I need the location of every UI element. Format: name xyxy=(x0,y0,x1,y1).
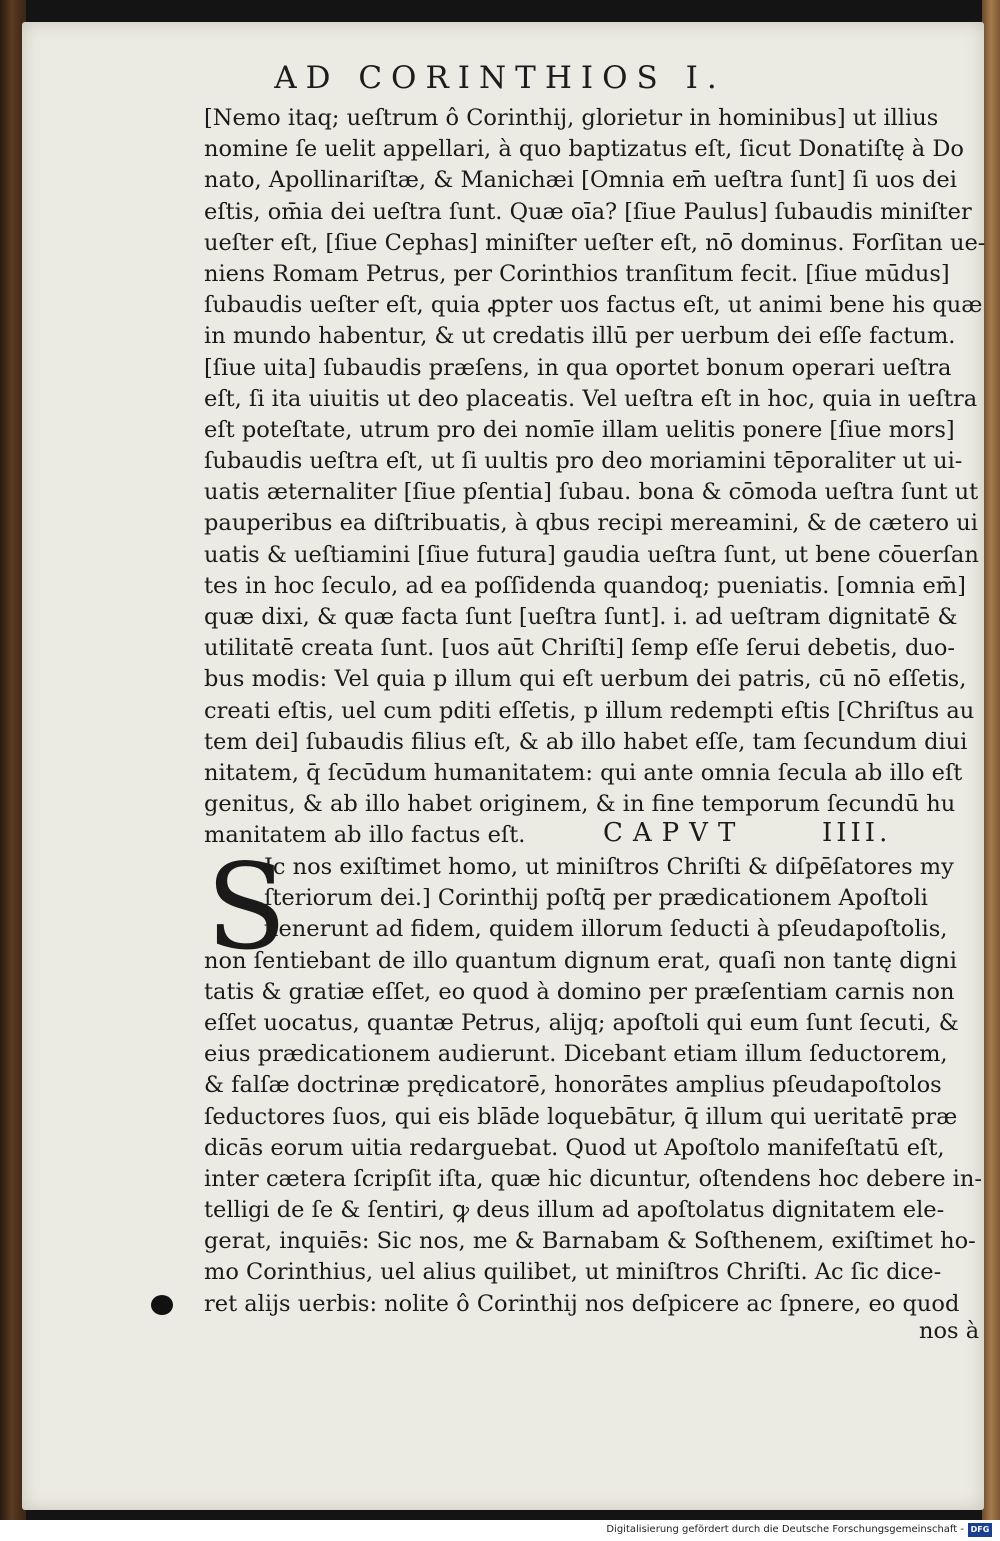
text-line: ſeductores ſuos, qui eis blāde loquebātur, q̄ illum qui ueritatē præ xyxy=(204,1103,958,1130)
text-line: quæ dixi, & quæ facta ſunt [ueſtra ſunt]. i. ad ueſtram dignitatē & xyxy=(204,604,958,630)
text-line: genitus, & ab illo habet originem, & in fine temporum ſecundū hu xyxy=(204,791,956,818)
text-line: gerat, inquiēs: Sic nos, me & Barnabam & Soſthenem, exiſtimet ho- xyxy=(204,1228,976,1255)
text-block-after-chapter xyxy=(204,838,986,1320)
text-line: nitatem, q̄ ſecūdum humanitatem: qui ante omnia ſecula ab illo eſt xyxy=(204,759,963,786)
text-line: nato, Apollinariſtæ, & Manichæi [Omnia em̄ ueſtra ſunt] ſi uos dei xyxy=(204,167,957,194)
text-line: nomine ſe uelit appellari, à quo baptizatus eſt, ſicut Donatiſtę à Do xyxy=(204,136,964,163)
text-line: ueſter eſt, [ſiue Cephas] miniſter ueſter eſt, nō dominus. Forſitan ue- xyxy=(204,229,986,256)
text-line: eius prædicationem audierunt. Dicebant etiam illum ſeductorem, xyxy=(204,1041,948,1068)
text-line: utilitatē creata ſunt. [uos aūt Chriſti] ſemp eſſe ſerui debetis, duo- xyxy=(204,635,955,662)
text-line: bus modis: Vel quia p illum qui eſt uerbum dei patris, cū nō eſſetis, xyxy=(204,666,967,693)
text-line: ret alijs uerbis: nolite ô Corinthij nos deſpicere ac ſpnere, eo quod xyxy=(204,1290,960,1317)
text-line: creati eſtis, uel cum pditi eſſetis, p illum redempti eſtis [Chriſtus au xyxy=(204,697,975,724)
text-line: & falſæ doctrinæ prędicatorē, honorātes amplius pſeudapoſtolos xyxy=(204,1072,942,1099)
text-line: Ic nos exiſtimet homo, ut miniſtros Chriſti & diſpēſatores my xyxy=(264,854,954,880)
text-line: telligi de ſe & ſentiri, ꝙ deus illum ad apoſtolatus dignitatem ele- xyxy=(204,1197,945,1224)
text-line: [ſiue uita] ſubaudis præſens, in qua oportet bonum operari ueſtra xyxy=(204,354,952,381)
chapter-label: CAPVT xyxy=(603,818,746,848)
text-line: eſſet uocatus, quantæ Petrus, alijq; apoſtoli qui eum ſunt ſecuti, & xyxy=(204,1009,959,1036)
text-line: ſubaudis ueſtra eſt, ut ſi uultis pro deo moriamini tēporaliter ut ui- xyxy=(204,448,963,475)
text-line: ſteriorum dei.] Corinthij poſtq̄ per prædicationem Apoſtoli xyxy=(264,885,928,912)
text-line: uatis & ueſtiamini [ſiue futura] gaudia ueſtra ſunt, ut bene cōuerſan xyxy=(204,541,979,568)
text-line: niens Romam Petrus, per Corinthios tranſitum fecit. [ſiue mūdus] xyxy=(204,260,950,287)
dfg-logo: DFG xyxy=(968,1523,992,1537)
body-text xyxy=(204,103,986,852)
text-line: tes in hoc ſeculo, ad ea poſſidenda quandoq; pueniatis. [omnia em̄] xyxy=(204,572,966,599)
text-line: uenerunt ad fidem, quidem illorum ſeducti à pſeudapoſtolis, xyxy=(264,916,948,943)
text-line: pauperibus ea diſtribuatis, à qbus recipi mereamini, & de cætero ui xyxy=(204,510,978,537)
text-line: mo Corinthius, uel alius quilibet, ut miniſtros Chriſti. Ac ſic dice- xyxy=(204,1259,942,1286)
text-line: manitatem ab illo factus eſt. xyxy=(204,822,526,849)
drop-initial: S xyxy=(206,838,287,976)
text-line: eſt, ſi ita uiuitis ut deo placeatis. Vel ueſtra eſt in hoc, quia in ueſtra xyxy=(204,385,978,412)
running-title: AD CORINTHIOS I. xyxy=(274,60,726,96)
ink-blot xyxy=(151,1295,173,1315)
text-line: dicās eorum uitia redarguebat. Quod ut Apoſtolo manifeſtatū eſt, xyxy=(204,1134,945,1161)
chapter-number: IIII. xyxy=(822,818,892,848)
text-line: uatis æternaliter [ſiue pſentia] ſubau. bona & cōmoda ueſtra ſunt ut xyxy=(204,479,979,506)
indented-lines xyxy=(204,852,986,946)
text-line: ſubaudis ueſter eſt, quia ꝓpter uos factus eſt, ut animi bene his quæ xyxy=(204,292,983,319)
catchword: nos à xyxy=(919,1318,980,1344)
full-lines xyxy=(204,946,986,1320)
text-line: in mundo habentur, & ut credatis illū per uerbum dei eſſe factum. xyxy=(204,323,956,350)
text-line: [Nemo itaq; ueſtrum ô Corinthij, glorietur in hominibus] ut illius xyxy=(204,105,939,131)
text-block-before-chapter xyxy=(204,103,986,852)
funding-credit: Digitalisierung gefördert durch die Deutsche Forschungsgemeinschaft - xyxy=(606,1524,964,1535)
text-line: non ſentiebant de illo quantum dignum erat, quaſi non tantę digni xyxy=(204,947,957,974)
text-line: eſt poteſtate, utrum pro dei nomīe illam uelitis ponere [ſiue mors] xyxy=(204,416,955,443)
text-line: tem dei] ſubaudis filius eſt, & ab illo habet eſſe, tam ſecundum diui xyxy=(204,728,968,755)
footer xyxy=(0,1520,1000,1541)
text-line: eſtis, om̄ia dei ueſtra ſunt. Quæ oīa? [ſiue Paulus] ſubaudis miniſter xyxy=(204,198,972,225)
text-line: inter cætera ſcripſit iſta, quæ hic dicuntur, oſtendens hoc debere in- xyxy=(204,1165,982,1192)
text-line: tatis & gratiæ eſſet, eo quod à domino per præſentiam carnis non xyxy=(204,978,955,1005)
